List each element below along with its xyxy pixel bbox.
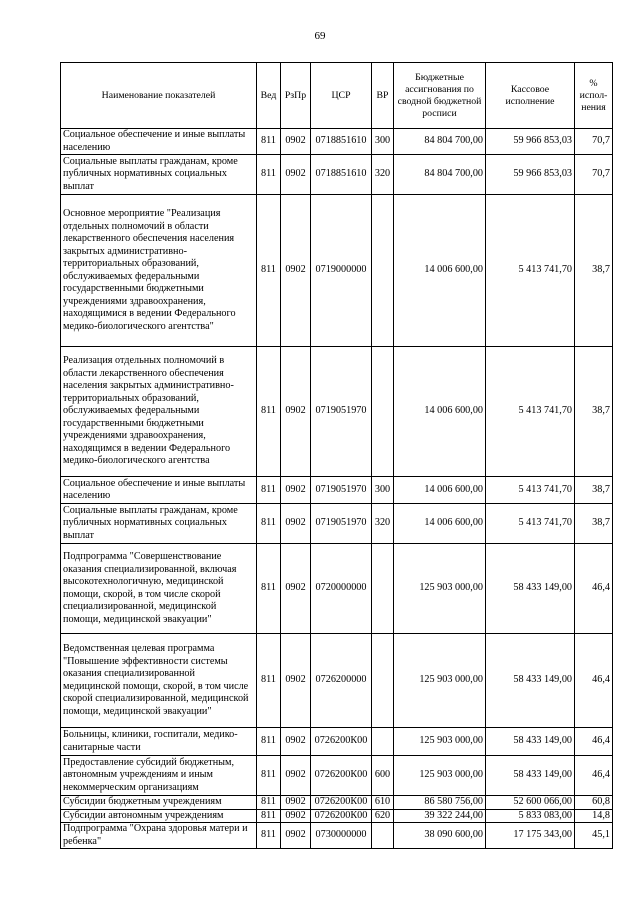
row-percent: 60,8 (575, 796, 613, 810)
row-vr (372, 195, 394, 347)
row-rzpr: 0902 (281, 796, 311, 810)
row-ved: 811 (257, 756, 281, 796)
row-ved: 811 (257, 347, 281, 477)
table-row (61, 504, 613, 544)
row-cash: 5 413 741,70 (486, 195, 575, 347)
row-budget: 14 006 600,00 (394, 195, 486, 347)
row-rzpr: 0902 (281, 504, 311, 544)
row-ved: 811 (257, 544, 281, 634)
row-percent: 38,7 (575, 504, 613, 544)
budget-table (60, 62, 613, 849)
table-row (61, 195, 613, 347)
row-vr: 320 (372, 504, 394, 544)
row-vr: 600 (372, 756, 394, 796)
row-vr (372, 728, 394, 756)
row-percent: 46,4 (575, 756, 613, 796)
row-vr (372, 823, 394, 849)
row-vr: 300 (372, 477, 394, 504)
row-budget: 86 580 756,00 (394, 796, 486, 810)
row-cash: 59 966 853,03 (486, 155, 575, 195)
row-ved: 811 (257, 129, 281, 155)
row-cash: 58 433 149,00 (486, 728, 575, 756)
row-csr: 0719000000 (311, 195, 372, 347)
row-rzpr: 0902 (281, 544, 311, 634)
row-percent: 38,7 (575, 477, 613, 504)
row-rzpr: 0902 (281, 728, 311, 756)
table-header-row (61, 63, 613, 129)
row-percent: 38,7 (575, 347, 613, 477)
row-name: Социальные выплаты гражданам, кроме публичных нормативных социальных выплат (61, 155, 257, 195)
row-budget: 38 090 600,00 (394, 823, 486, 849)
row-budget: 39 322 244,00 (394, 809, 486, 823)
table-row (61, 756, 613, 796)
row-cash: 17 175 343,00 (486, 823, 575, 849)
row-name: Социальное обеспечение и иные выплаты населению (61, 477, 257, 504)
row-rzpr: 0902 (281, 756, 311, 796)
row-percent: 46,4 (575, 544, 613, 634)
row-vr: 300 (372, 129, 394, 155)
row-csr: 0726200К00 (311, 756, 372, 796)
table-row (61, 809, 613, 823)
row-ved: 811 (257, 504, 281, 544)
row-cash: 58 433 149,00 (486, 634, 575, 728)
row-csr: 0718851610 (311, 129, 372, 155)
row-ved: 811 (257, 634, 281, 728)
row-ved: 811 (257, 823, 281, 849)
row-rzpr: 0902 (281, 347, 311, 477)
header-rzpr: РзПр (281, 63, 311, 129)
row-rzpr: 0902 (281, 809, 311, 823)
row-cash: 58 433 149,00 (486, 756, 575, 796)
row-ved: 811 (257, 155, 281, 195)
row-name: Подпрограмма "Совершенствование оказания специализированной, включая высокотехнологичную, медицинской помощи, скорой, в том числе скорой специализированной, медицинской помощи, медицинской эвакуации" (61, 544, 257, 634)
header-csr: ЦСР (311, 63, 372, 129)
row-cash: 5 413 741,70 (486, 504, 575, 544)
table-row (61, 634, 613, 728)
row-rzpr: 0902 (281, 195, 311, 347)
row-budget: 14 006 600,00 (394, 477, 486, 504)
row-csr: 0726200К00 (311, 796, 372, 810)
row-csr: 0726200К00 (311, 809, 372, 823)
row-name: Субсидии автономным учреждениям (61, 809, 257, 823)
row-name: Подпрограмма "Охрана здоровья матери и ребенка" (61, 823, 257, 849)
row-rzpr: 0902 (281, 155, 311, 195)
row-name: Социальное обеспечение и иные выплаты населению (61, 129, 257, 155)
table-row (61, 544, 613, 634)
table-row (61, 155, 613, 195)
row-percent: 45,1 (575, 823, 613, 849)
row-percent: 14,8 (575, 809, 613, 823)
row-name: Больницы, клиники, госпитали, медико-санитарные части (61, 728, 257, 756)
row-budget: 125 903 000,00 (394, 756, 486, 796)
row-csr: 0730000000 (311, 823, 372, 849)
row-cash: 52 600 066,00 (486, 796, 575, 810)
row-percent: 46,4 (575, 634, 613, 728)
page-number: 69 (314, 30, 326, 42)
header-vr: ВР (372, 63, 394, 129)
row-cash: 5 833 083,00 (486, 809, 575, 823)
row-percent: 38,7 (575, 195, 613, 347)
row-vr (372, 544, 394, 634)
row-vr: 320 (372, 155, 394, 195)
row-name: Реализация отдельных полномочий в области лекарственного обеспечения населения закрытых административно-территориальных образований, обслуживаемых федеральными государственными бюджетными учреждениями здравоохранения, находящимся в ведении Федерального медико-биологического агентства (61, 347, 257, 477)
row-csr: 0719051970 (311, 477, 372, 504)
row-ved: 811 (257, 477, 281, 504)
row-csr: 0718851610 (311, 155, 372, 195)
row-ved: 811 (257, 809, 281, 823)
header-name: Наименование показателей (61, 63, 257, 129)
row-ved: 811 (257, 195, 281, 347)
header-ved: Вед (257, 63, 281, 129)
row-cash: 5 413 741,70 (486, 477, 575, 504)
row-csr: 0719051970 (311, 347, 372, 477)
row-rzpr: 0902 (281, 634, 311, 728)
table-row (61, 347, 613, 477)
row-percent: 70,7 (575, 129, 613, 155)
table-row (61, 728, 613, 756)
table-row (61, 823, 613, 849)
row-cash: 58 433 149,00 (486, 544, 575, 634)
row-percent: 70,7 (575, 155, 613, 195)
row-cash: 5 413 741,70 (486, 347, 575, 477)
row-vr (372, 347, 394, 477)
row-budget: 14 006 600,00 (394, 347, 486, 477)
row-rzpr: 0902 (281, 129, 311, 155)
table-row (61, 796, 613, 810)
row-percent: 46,4 (575, 728, 613, 756)
table-row (61, 477, 613, 504)
row-vr: 620 (372, 809, 394, 823)
row-rzpr: 0902 (281, 823, 311, 849)
row-name: Предоставление субсидий бюджетным, автономным учреждениям и иным некоммерческим организациям (61, 756, 257, 796)
row-ved: 811 (257, 728, 281, 756)
row-vr (372, 634, 394, 728)
row-name: Субсидии бюджетным учреждениям (61, 796, 257, 810)
row-name: Социальные выплаты гражданам, кроме публичных нормативных социальных выплат (61, 504, 257, 544)
row-rzpr: 0902 (281, 477, 311, 504)
row-budget: 84 804 700,00 (394, 129, 486, 155)
row-csr: 0726200000 (311, 634, 372, 728)
row-budget: 84 804 700,00 (394, 155, 486, 195)
row-ved: 811 (257, 796, 281, 810)
row-budget: 125 903 000,00 (394, 544, 486, 634)
header-cash: Кассовое исполнение (486, 63, 575, 129)
row-cash: 59 966 853,03 (486, 129, 575, 155)
row-name: Ведомственная целевая программа "Повышение эффективности системы оказания специализированной медицинской помощи, скорой, в том числе скорой специализированной, медицинской помощи, медицинской эвакуации" (61, 634, 257, 728)
row-csr: 0726200К00 (311, 728, 372, 756)
row-name: Основное мероприятие "Реализация отдельных полномочий в области лекарственного обеспечения населения закрытых административно-территориальных образований, обслуживаемых федеральными государственными бюджетными учреждениями здравоохранения, находящимися в ведении Федерального медико-биологического агентства" (61, 195, 257, 347)
header-budget: Бюджетные ассигнования по сводной бюджетной росписи (394, 63, 486, 129)
table-row (61, 129, 613, 155)
header-percent: % испол-нения (575, 63, 613, 129)
row-csr: 0720000000 (311, 544, 372, 634)
row-budget: 125 903 000,00 (394, 634, 486, 728)
row-budget: 125 903 000,00 (394, 728, 486, 756)
row-budget: 14 006 600,00 (394, 504, 486, 544)
row-vr: 610 (372, 796, 394, 810)
row-csr: 0719051970 (311, 504, 372, 544)
